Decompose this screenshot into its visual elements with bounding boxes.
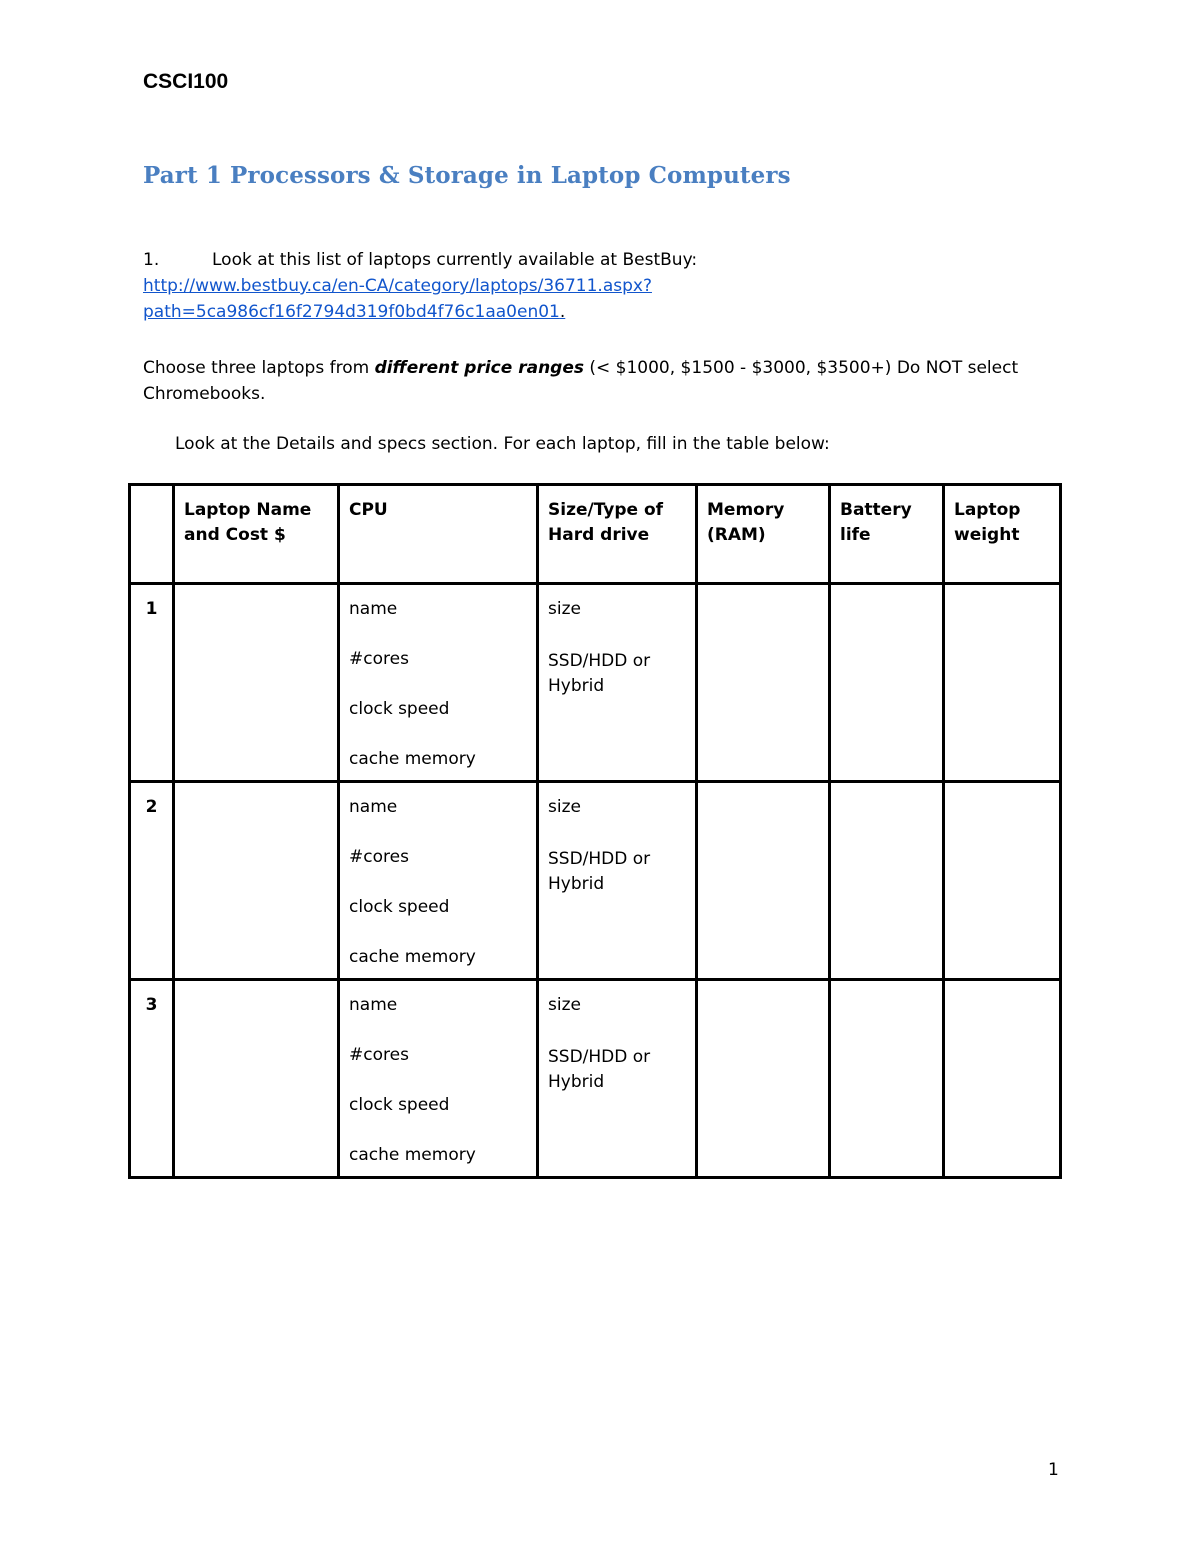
row-number: 2 bbox=[130, 782, 174, 980]
header-laptop-name: Laptop Name and Cost $ bbox=[174, 485, 339, 584]
laptop-specs-table bbox=[128, 483, 1062, 1179]
drive-type-label: SSD/HDD or Hybrid bbox=[548, 849, 651, 894]
memory-cell[interactable] bbox=[697, 782, 830, 980]
laptop-name-cell[interactable] bbox=[174, 782, 339, 980]
cpu-clock-label: clock speed bbox=[349, 897, 450, 917]
choose-before: Choose three laptops from bbox=[143, 358, 375, 378]
cpu-clock-label: clock speed bbox=[349, 699, 450, 719]
header-cpu: CPU bbox=[339, 485, 538, 584]
drive-type-label: SSD/HDD or Hybrid bbox=[548, 651, 651, 696]
cpu-cell[interactable] bbox=[339, 980, 538, 1178]
choose-instruction bbox=[143, 355, 1043, 407]
course-header: CSCI100 bbox=[143, 70, 229, 93]
cpu-cores-label: #cores bbox=[349, 1045, 409, 1065]
question-text: Look at this list of laptops currently available at BestBuy: bbox=[212, 250, 698, 270]
battery-cell[interactable] bbox=[830, 584, 944, 782]
hard-drive-cell[interactable] bbox=[538, 584, 697, 782]
table-row bbox=[130, 584, 1061, 782]
battery-cell[interactable] bbox=[830, 980, 944, 1178]
laptop-name-cell[interactable] bbox=[174, 584, 339, 782]
header-hard-drive: Size/Type of Hard drive bbox=[538, 485, 697, 584]
cpu-cell[interactable] bbox=[339, 584, 538, 782]
header-battery: Battery life bbox=[830, 485, 944, 584]
bestbuy-link-path[interactable]: path=5ca986cf16f2794d319f0bd4f76c1aa0en01 bbox=[143, 302, 560, 322]
choose-emphasis: different price ranges bbox=[374, 358, 584, 378]
laptop-name-cell[interactable] bbox=[174, 980, 339, 1178]
cpu-name-label: name bbox=[349, 599, 398, 619]
table-row bbox=[130, 782, 1061, 980]
drive-type-label: SSD/HDD or Hybrid bbox=[548, 1047, 651, 1092]
weight-cell[interactable] bbox=[944, 782, 1061, 980]
memory-cell[interactable] bbox=[697, 584, 830, 782]
cpu-cores-label: #cores bbox=[349, 649, 409, 669]
cpu-clock-label: clock speed bbox=[349, 1095, 450, 1115]
drive-size-label: size bbox=[548, 797, 581, 817]
weight-cell[interactable] bbox=[944, 584, 1061, 782]
bestbuy-link-line1[interactable]: http://www.bestbuy.ca/en-CA/category/laptops/36711.aspx? bbox=[143, 276, 652, 296]
cpu-name-label: name bbox=[349, 995, 398, 1015]
drive-size-label: size bbox=[548, 599, 581, 619]
row-number: 1 bbox=[130, 584, 174, 782]
part-heading: Part 1 Processors & Storage in Laptop Computers bbox=[143, 162, 791, 189]
page-number: 1 bbox=[1048, 1460, 1059, 1480]
battery-cell[interactable] bbox=[830, 782, 944, 980]
cpu-cache-label: cache memory bbox=[349, 947, 476, 967]
header-weight: Laptop weight bbox=[944, 485, 1061, 584]
drive-size-label: size bbox=[548, 995, 581, 1015]
cpu-cores-label: #cores bbox=[349, 847, 409, 867]
choose-after: (< $1000, $1500 - $3000, $3500+) Do NOT select Chromebooks. bbox=[143, 358, 1019, 404]
weight-cell[interactable] bbox=[944, 980, 1061, 1178]
header-memory: Memory (RAM) bbox=[697, 485, 830, 584]
hard-drive-cell[interactable] bbox=[538, 782, 697, 980]
header-number bbox=[130, 485, 174, 584]
table-row bbox=[130, 980, 1061, 1178]
row-number: 3 bbox=[130, 980, 174, 1178]
question-number: 1. bbox=[143, 250, 160, 270]
cpu-cache-label: cache memory bbox=[349, 1145, 476, 1165]
hard-drive-cell[interactable] bbox=[538, 980, 697, 1178]
memory-cell[interactable] bbox=[697, 980, 830, 1178]
table-instruction: Look at the Details and specs section. For each laptop, fill in the table below: bbox=[175, 434, 830, 454]
cpu-name-label: name bbox=[349, 797, 398, 817]
link-period: . bbox=[559, 302, 566, 322]
cpu-cache-label: cache memory bbox=[349, 749, 476, 769]
cpu-cell[interactable] bbox=[339, 782, 538, 980]
bestbuy-link-line2[interactable] bbox=[143, 302, 565, 322]
table-header-row bbox=[130, 485, 1061, 584]
